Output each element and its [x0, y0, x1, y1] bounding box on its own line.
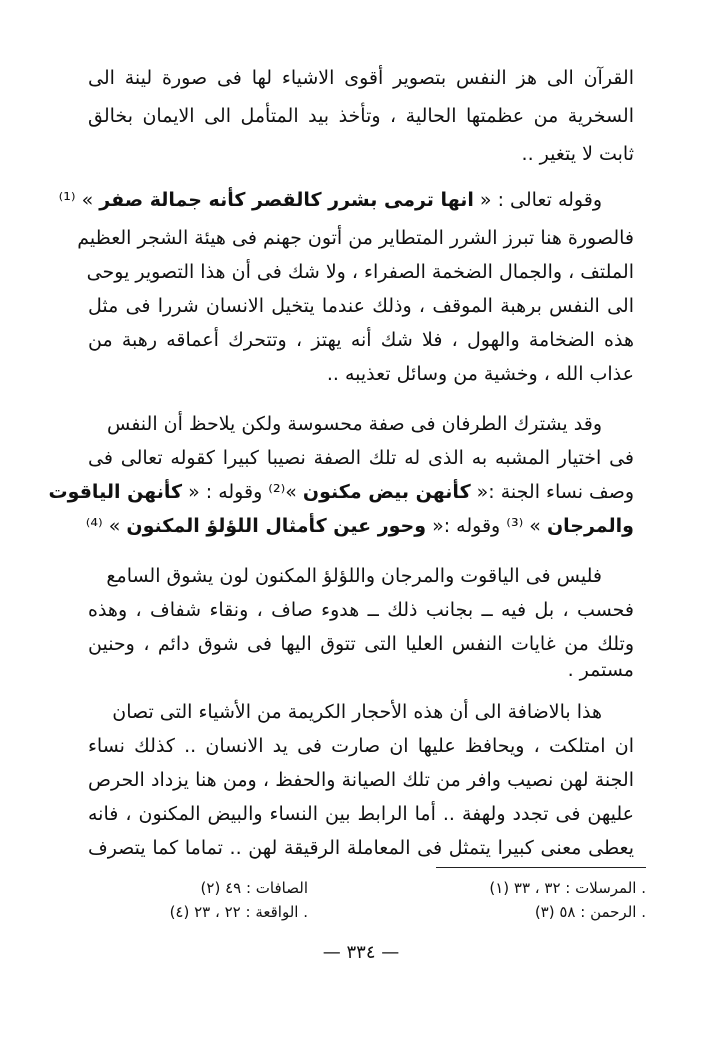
p5-line-3: الجنة لهن نصيب وافر من تلك الصيانة والحفظ ، ومن هنا يزداد الحرص — [88, 769, 634, 791]
p3-l3-lead: وصف نساء الجنة :« — [470, 481, 634, 503]
p3-line-1: وقد يشترك الطرفان فى صفة محسوسة ولكن يلاحظ أن النفس — [106, 413, 602, 435]
footnote-3: (٣) الرحمن : ٥٨ . — [534, 903, 646, 921]
quran-quote: كأنهن الياقوت — [48, 481, 183, 503]
p4-line-2: فحسب ، بل فيه ــ بجانب ذلك ــ هدوء صاف ، ونقاء شفاف ، وهذه — [88, 599, 634, 621]
p2-line-1 — [58, 180, 634, 220]
footnote-4: (٤) الواقعة : ٢٢ ، ٢٣ . — [169, 903, 308, 921]
p4-line-3: وتلك من غايات النفس العليا التى تتوق اليها فى شوق دائم ، وحنين — [88, 633, 634, 655]
footnote-1: (١) المرسلات : ٣٢ ، ٣٣ . — [489, 879, 646, 897]
footnote-divider — [436, 867, 646, 868]
p2-line-5: هذه الضخامة والهول ، فلا شك أنه يهتز ، وتتحرك أعماقه رهبة من — [88, 329, 634, 351]
p4-line-4: مستمر . — [567, 659, 634, 681]
p2-line-4: الى النفس برهبة الموقف ، وذلك عندما يتخيل الانسان شررا فى مثل — [88, 295, 634, 317]
p1-line-3: ثابت لا يتغير .. — [521, 143, 634, 165]
p1-line-1: القرآن الى هز النفس بتصوير أقوى الاشياء لها فى صورة لينة الى — [88, 67, 634, 89]
p5-line-4: عليهن فى تجدد ولهفة .. أما الرابط بين النساء والبيض المكنون ، فانه — [88, 803, 634, 825]
p1-line-2: السخرية من عظمتها الحالية ، وتأخذ بيد المتأمل الى الايمان بخالق — [88, 105, 634, 127]
p3-line-4 — [85, 506, 634, 546]
footnote-2: (٢) الصافات : ٤٩ — [200, 879, 308, 897]
p2-lead-text: وقوله تعالى : « — [473, 189, 602, 211]
p3-l4-mid: » ⁽³⁾ وقوله :« — [426, 515, 547, 537]
p5-line-5: يعطى معنى كبيرا يتمثل فى المعاملة الرقيقة لهن .. تماما كما يتصرف — [88, 837, 634, 859]
quran-quote: انها ترمى بشرر كالقصر كأنه جمالة صفر — [99, 189, 474, 211]
p2-line-2: فالصورة هنا تبرز الشرر المتطاير من أتون جهنم فى هيئة الشجر العظيم — [77, 227, 634, 249]
p5-line-1: هذا بالاضافة الى أن هذه الأحجار الكريمة من الأشياء التى تصان — [112, 701, 602, 723]
p4-line-1: فليس فى الياقوت والمرجان واللؤلؤ المكنون لون يشوق السامع — [106, 565, 602, 587]
p3-l3-mid: »⁽²⁾ وقوله : « — [182, 481, 303, 503]
quran-quote: كأنهن بيض مكنون — [302, 481, 471, 503]
page-number: — ٣٣٤ — — [322, 942, 400, 963]
p3-line-2: فى اختيار المشبه به الذى له تلك الصفة نصيبا كبيرا كقوله تعالى فى — [88, 447, 634, 469]
p2-tail-text: » ⁽¹⁾ — [58, 189, 100, 211]
quran-quote: وحور عين كأمثال اللؤلؤ المكنون — [126, 515, 427, 537]
p5-line-2: ان امتلكت ، ويحافظ عليها ان صارت فى يد الانسان .. كذلك نساء — [88, 735, 634, 757]
quran-quote: والمرجان — [546, 515, 634, 537]
p2-line-6: عذاب الله ، وخشية من وسائل تعذيبه .. — [326, 363, 634, 385]
p2-line-3: الملتف ، والجمال الضخمة الصفراء ، ولا شك فى أن هذا التصوير يوحى — [86, 261, 634, 283]
p3-l4-tail: » ⁽⁴⁾ — [85, 515, 127, 537]
